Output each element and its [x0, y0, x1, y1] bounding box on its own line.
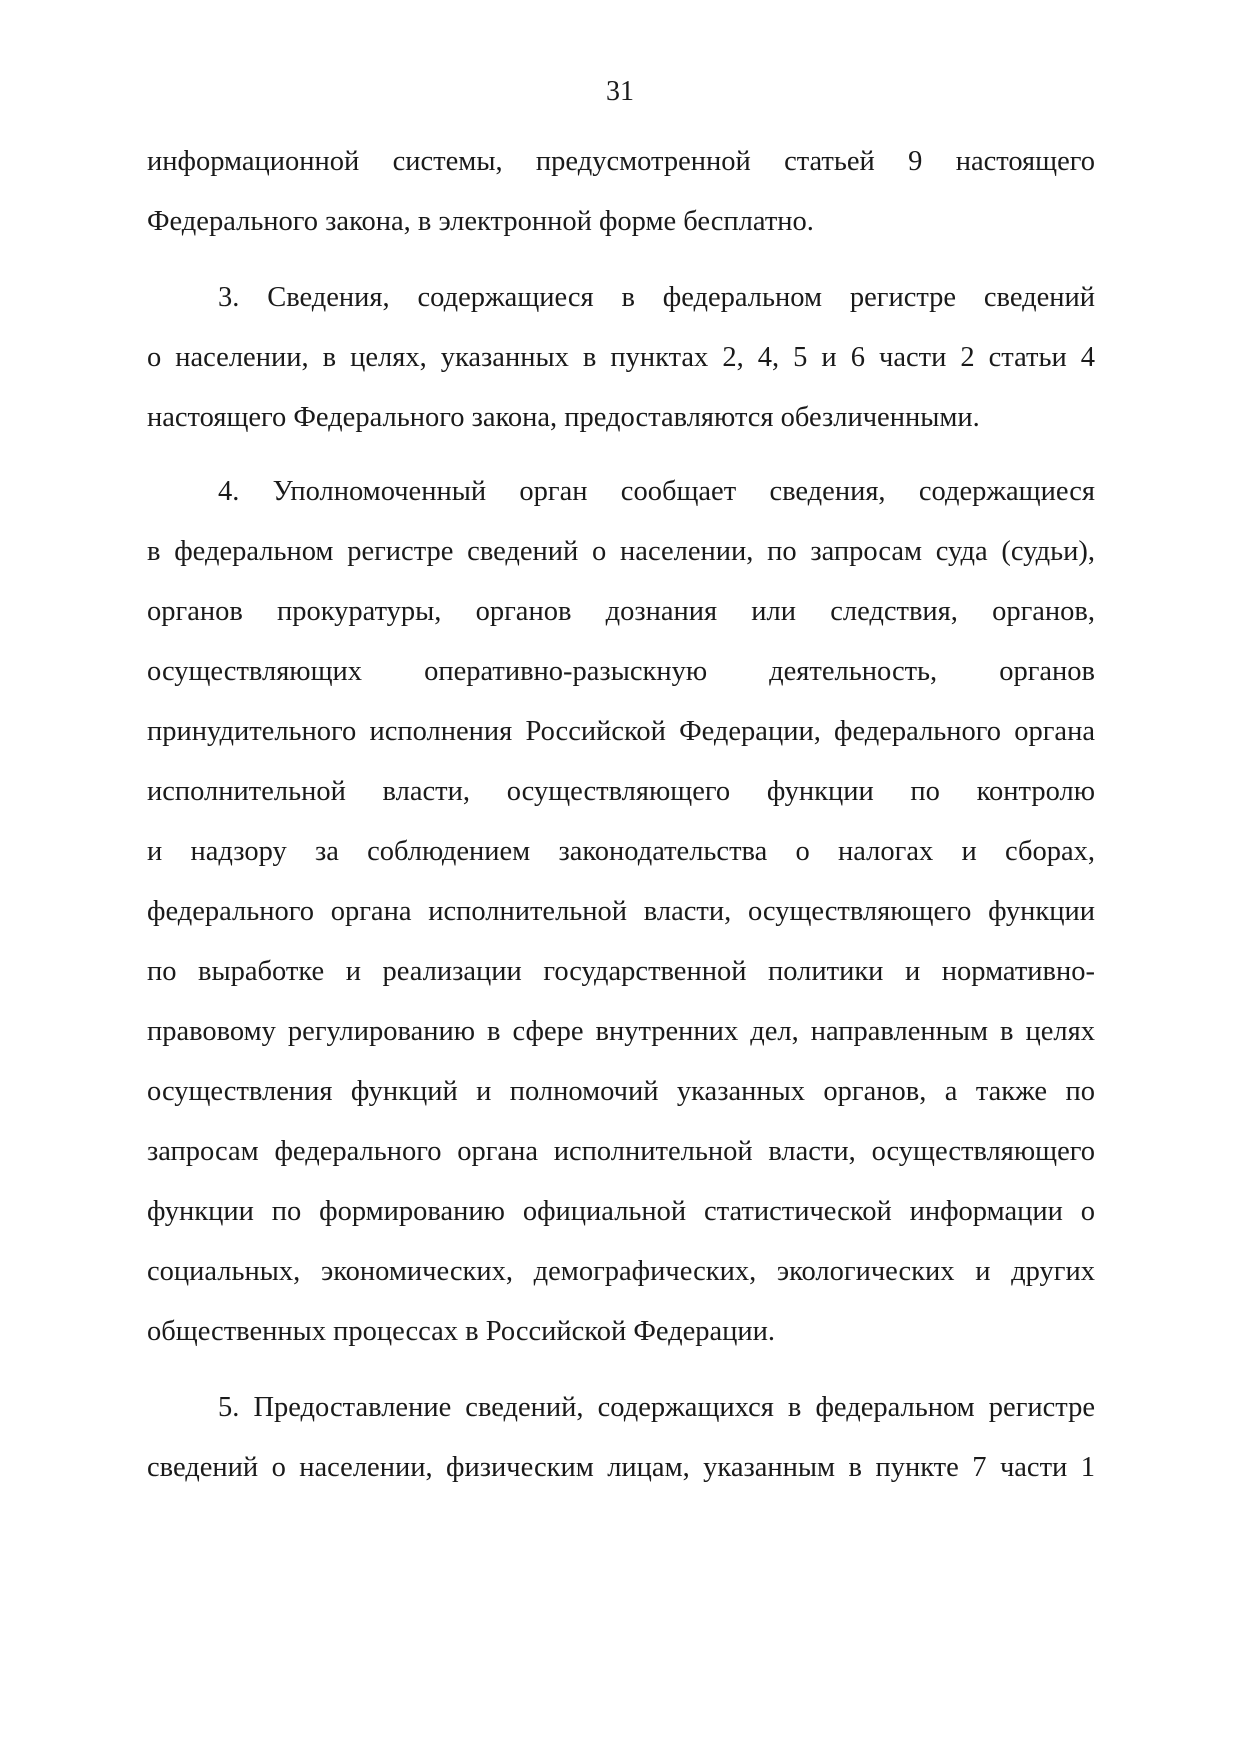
paragraph-3-start: 3. Сведения, содержащиеся в федеральном регистре сведений: [218, 282, 1095, 313]
text-line: функции по формированию официальной статистической информации о: [147, 1196, 1095, 1227]
text-line: сведений о населении, физическим лицам, указанным в пункте 7 части 1: [147, 1452, 1095, 1483]
paragraph-4-start: 4. Уполномоченный орган сообщает сведения, содержащиеся: [218, 476, 1095, 507]
text-line: правовому регулированию в сфере внутренних дел, направленным в целях: [147, 1016, 1095, 1047]
text-line: исполнительной власти, осуществляющего функции по контролю: [147, 776, 1095, 807]
text-line: федерального органа исполнительной власти, осуществляющего функции: [147, 896, 1095, 927]
text-line: принудительного исполнения Российской Федерации, федерального органа: [147, 716, 1095, 747]
text-line: запросам федерального органа исполнительной власти, осуществляющего: [147, 1136, 1095, 1167]
text-line: осуществляющих оперативно-разыскную деятельность, органов: [147, 656, 1095, 687]
text-line: в федеральном регистре сведений о населении, по запросам суда (судьи),: [147, 536, 1095, 567]
text-line: общественных процессах в Российской Федерации.: [147, 1316, 776, 1347]
paragraph-5-start: 5. Предоставление сведений, содержащихся в федеральном регистре: [218, 1392, 1095, 1423]
page-number: 31: [606, 76, 634, 107]
text-line: информационной системы, предусмотренной статьей 9 настоящего: [147, 146, 1095, 177]
text-line: осуществления функций и полномочий указанных органов, а также по: [147, 1076, 1095, 1107]
text-line: органов прокуратуры, органов дознания или следствия, органов,: [147, 596, 1095, 627]
text-line: Федерального закона, в электронной форме бесплатно.: [147, 206, 814, 237]
text-line: настоящего Федерального закона, предоставляются обезличенными.: [147, 402, 980, 433]
text-line: о населении, в целях, указанных в пунктах 2, 4, 5 и 6 части 2 статьи 4: [147, 342, 1095, 373]
text-line: социальных, экономических, демографических, экологических и других: [147, 1256, 1095, 1287]
text-line: и надзору за соблюдением законодательства о налогах и сборах,: [147, 836, 1095, 867]
text-line: по выработке и реализации государственной политики и нормативно-: [147, 956, 1095, 987]
